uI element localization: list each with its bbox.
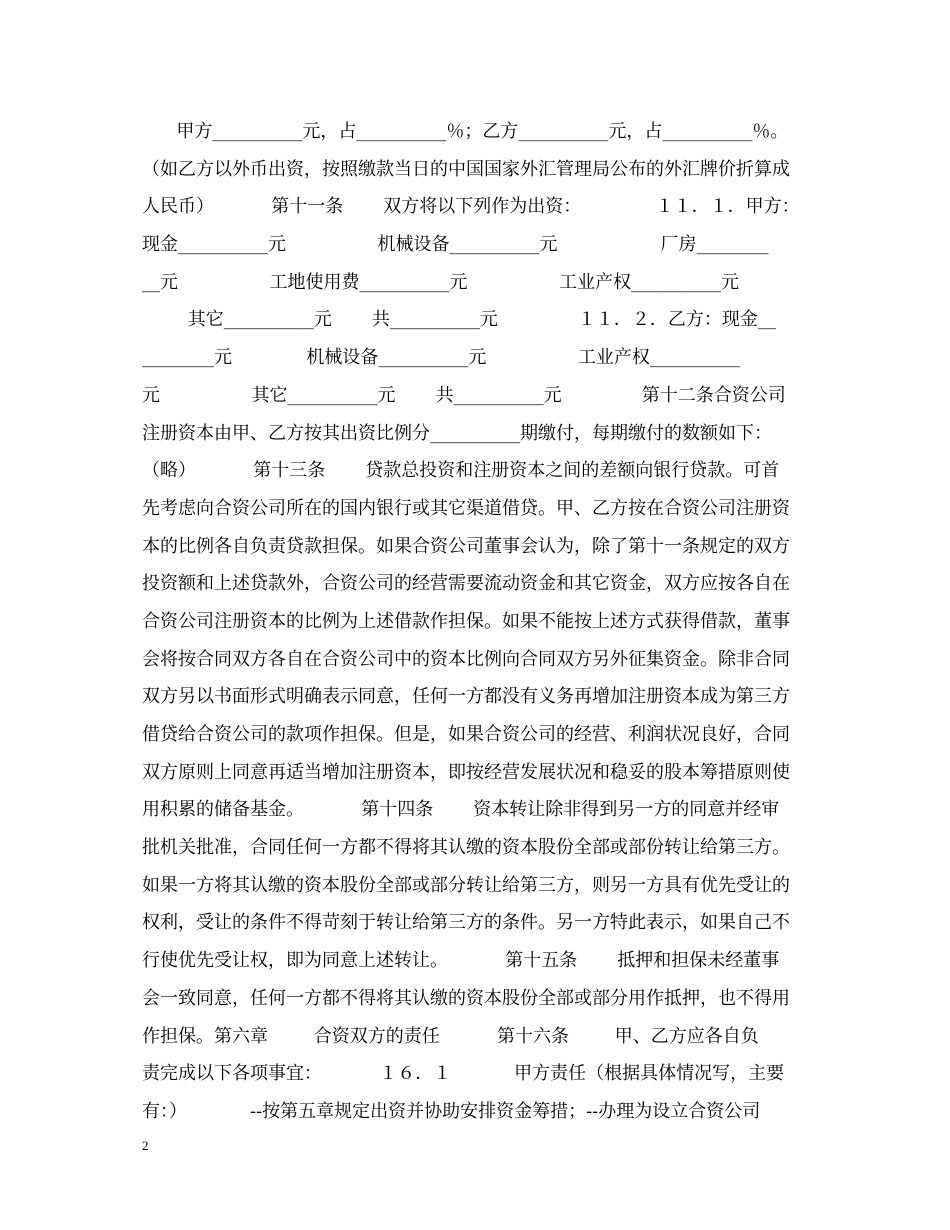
text-line: 有：） --按第五章规定出资并协助安排资金筹措；--办理为设立合资公司 bbox=[142, 1100, 761, 1122]
text-line: 元 其它__________元 共__________元 第十二条合资公司 bbox=[142, 384, 786, 406]
text-line: 投资额和上述贷款外，合资公司的经营需要流动资金和其它资金，双方应按各自在 bbox=[142, 573, 790, 595]
text-line: 本的比例各自负责贷款担保。如果合资公司董事会认为，除了第十一条规定的双方 bbox=[142, 535, 790, 557]
text-line: 会一致同意，任何一方都不得将其认缴的资本股份全部或部分用作抵押，也不得用 bbox=[142, 987, 790, 1009]
text-line: 责完成以下各项事宜： １６．１ 甲方责任（根据具体情况写，主要 bbox=[142, 1063, 785, 1085]
text-line: 双方另以书面形式明确表示同意，任何一方都没有义务再增加注册资本成为第三方 bbox=[142, 686, 790, 708]
text-line: __元 工地使用费__________元 工业产权__________元 bbox=[142, 271, 740, 293]
text-line: （如乙方以外币出资，按照缴款当日的中国国家外汇管理局公布的外汇牌价折算成 bbox=[142, 158, 790, 180]
text-line: 权利，受让的条件不得苛刻于转让给第三方的条件。另一方特此表示，如果自己不 bbox=[142, 912, 790, 934]
text-line: 人民币） 第十一条 双方将以下列作为出资： １１．１．甲方： bbox=[142, 196, 800, 218]
text-line: 借贷给合资公司的款项作担保。但是，如果合资公司的经营、利润状况良好，合同 bbox=[142, 724, 790, 745]
text-line: 注册资本由甲、乙方按其出资比例分__________期缴付，每期缴付的数额如下： bbox=[142, 422, 772, 444]
text-line: 行使优先受让权，即为同意上述转让。 第十五条 抵押和担保未经董事 bbox=[142, 950, 780, 972]
text-line: 作担保。第六章 合资双方的责任 第十六条 甲、乙方应各自负 bbox=[142, 1025, 759, 1047]
page-number: 2 bbox=[142, 1138, 149, 1153]
text-line: 会将按合同双方各自在合资公司中的资本比例向合同双方另外征集资金。除非合同 bbox=[142, 648, 790, 670]
text-line: 现金__________元 机械设备__________元 厂房________ bbox=[142, 234, 769, 256]
text-line: 甲方__________元，占__________％；乙方__________元，占__________％。 bbox=[142, 121, 789, 142]
text-line: 用积累的储备基金。 第十四条 资本转让除非得到另一方的同意并经审 bbox=[142, 799, 780, 821]
text-line: 先考虑向合资公司所在的国内银行或其它渠道借贷。甲、乙方按在合资公司注册资 bbox=[142, 497, 790, 519]
text-line: 批机关批准，合同任何一方都不得将其认缴的资本股份全部或部份转让给第三方。 bbox=[142, 837, 790, 859]
text-line: 合资公司注册资本的比例为上述借款作担保。如果不能按上述方式获得借款，董事 bbox=[142, 610, 790, 632]
text-line: ________元 机械设备__________元 工业产权__________ bbox=[142, 347, 740, 369]
text-line: 如果一方将其认缴的资本股份全部或部分转让给第三方，则另一方具有优先受让的 bbox=[142, 874, 790, 896]
text-line: 其它__________元 共__________元 １１．２．乙方：现金__ bbox=[142, 309, 776, 331]
contract-body-text bbox=[142, 113, 814, 1131]
text-line: （略） 第十三条 贷款总投资和注册资本之间的差额向银行贷款。可首 bbox=[142, 460, 780, 482]
text-line: 双方原则上同意再适当增加注册资本，即按经营发展状况和稳妥的股本筹措原则使 bbox=[142, 761, 790, 783]
